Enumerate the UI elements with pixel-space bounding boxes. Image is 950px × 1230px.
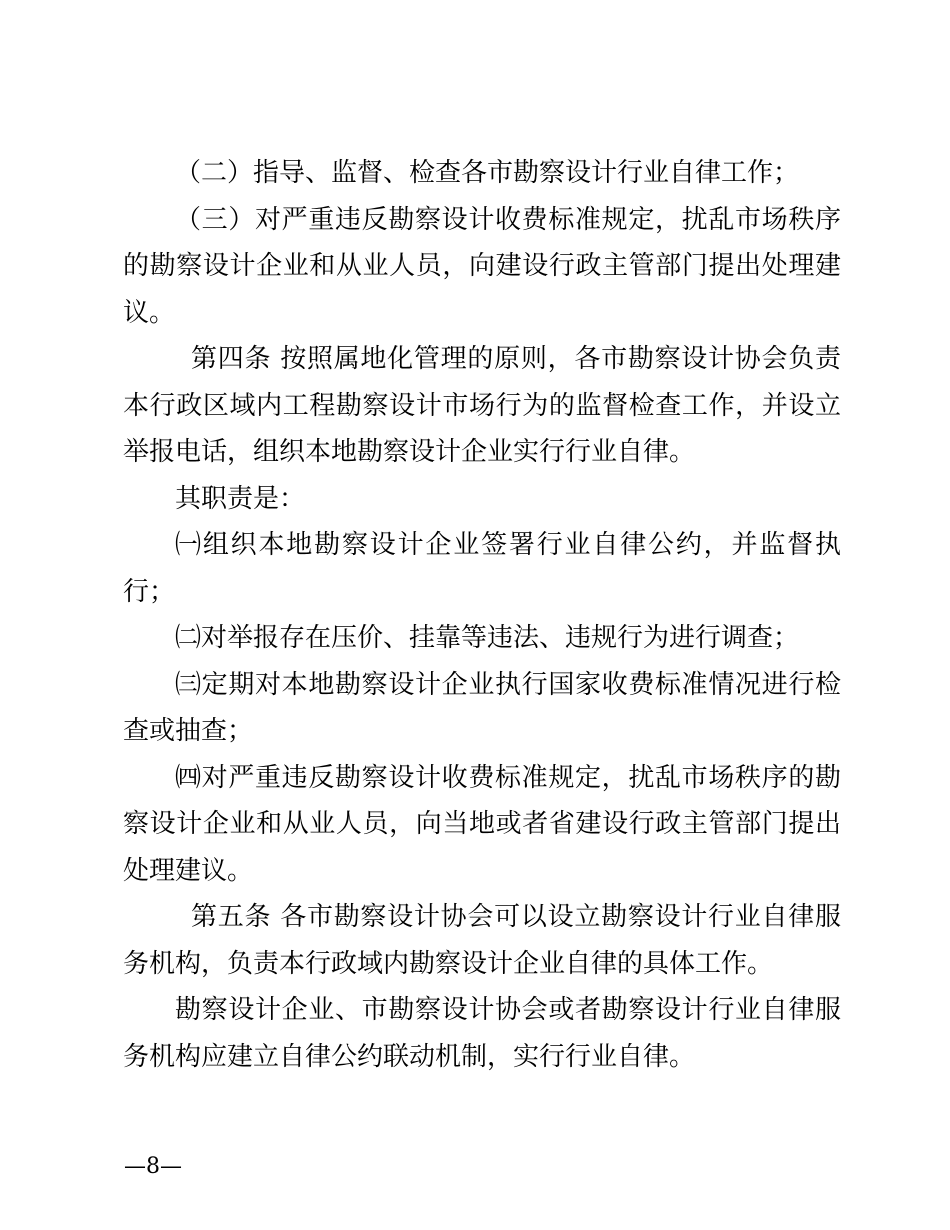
duty-item-3: ㈢定期对本地勘察设计企业执行国家收费标准情况进行检查或抽查； (123, 669, 841, 746)
document-body (123, 150, 841, 1080)
article-5-paragraph: 第五条 各市勘察设计协会可以设立勘察设计行业自律服务机构，负责本行政域内勘察设计企业自律的具体工作。 (123, 902, 841, 979)
paragraph-item-2: （二）指导、监督、检查各市勘察设计行业自律工作； (175, 158, 800, 188)
duty-item-2: ㈡对举报存在压价、挂靠等违法、违规行为进行调查； (175, 623, 800, 653)
duty-item-4: ㈣对严重违反勘察设计收费标准规定，扰乱市场秩序的勘察设计企业和从业人员，向当地或者省建设行政主管部门提出处理建议。 (123, 762, 841, 886)
duty-item-1: ㈠组织本地勘察设计企业签署行业自律公约，并监督执行； (123, 530, 841, 607)
article-4-paragraph: 第四条 按照属地化管理的原则，各市勘察设计协会负责本行政区域内工程勘察设计市场行为的监督检查工作，并设立举报电话，组织本地勘察设计企业实行行业自律。 (123, 344, 841, 467)
linkage-paragraph: 勘察设计企业、市勘察设计协会或者勘察设计行业自律服务机构应建立自律公约联动机制，实行行业自律。 (123, 995, 841, 1072)
duties-intro: 其职责是： (175, 483, 306, 514)
paragraph-item-3: （三）对严重违反勘察设计收费标准规定，扰乱市场秩序的勘察设计企业和从业人员，向建设行政主管部门提出处理建议。 (123, 204, 841, 328)
page-number: —8— (124, 1154, 182, 1179)
